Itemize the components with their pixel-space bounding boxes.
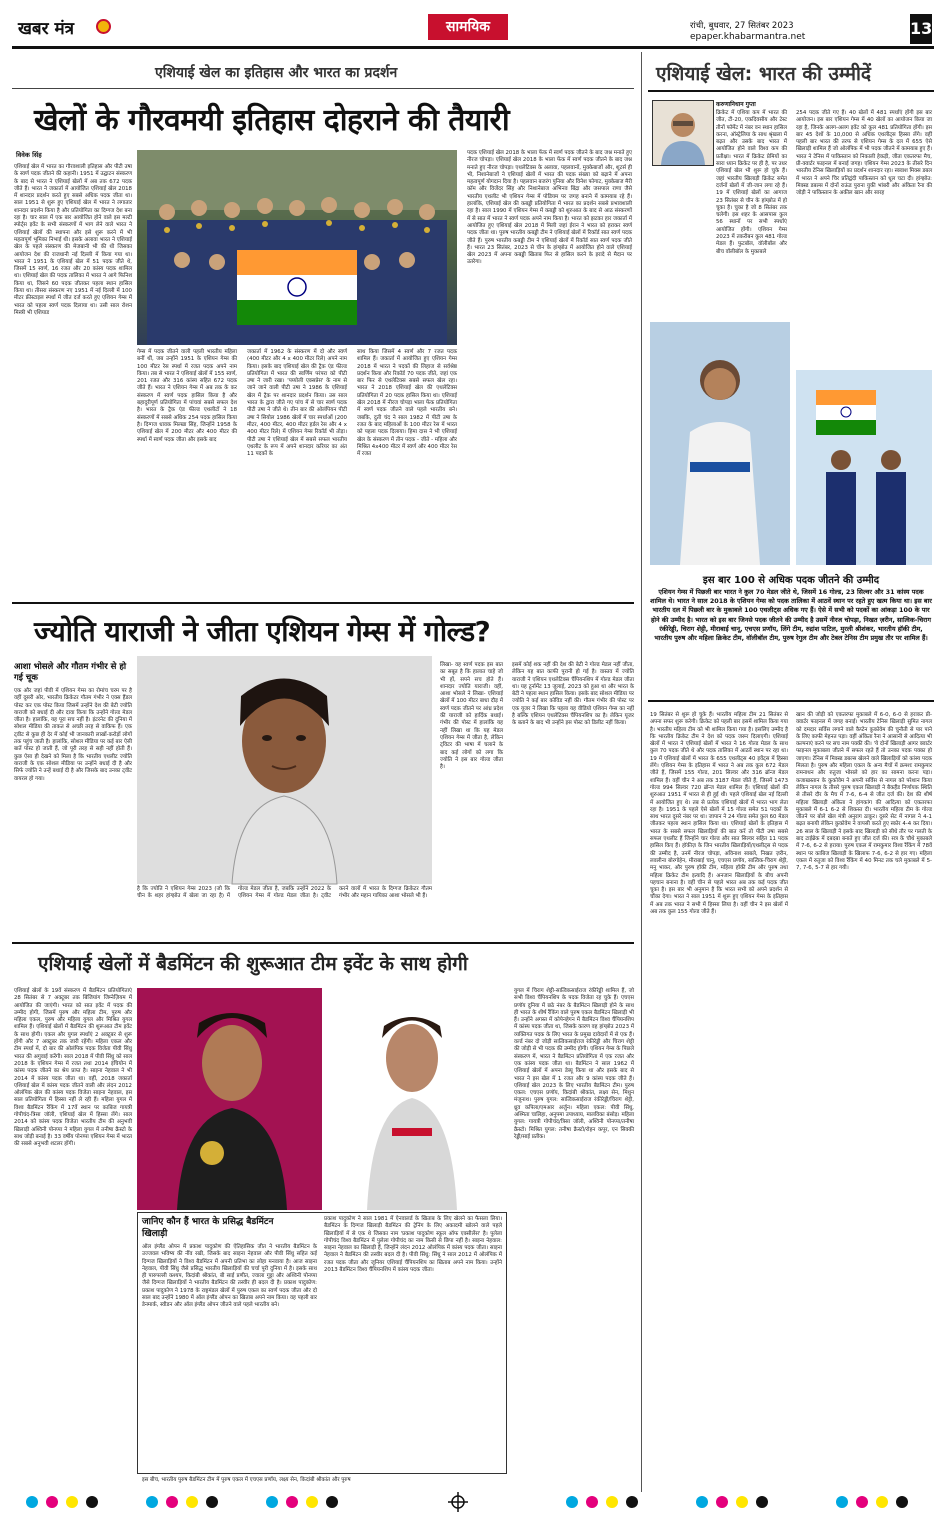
team-photo-illustration [137, 150, 457, 345]
expectation-box-title: इस बार 100 से अधिक पदक जीतने की उम्मीद [702, 575, 880, 586]
flag-athletes-illustration [796, 370, 932, 565]
badminton-players-illustration [137, 988, 507, 1210]
photo-team-with-flag [137, 150, 457, 345]
author-photo [652, 100, 714, 166]
section-badge: सामयिक [428, 14, 508, 40]
author-name: करुणानिधान गुप्ता [716, 101, 756, 108]
badminton-box-col2: प्रकाश पादुकोण ने साल 1981 में ऐनवालर्ड के खिताब के लिए खेलने का फैसला लिया। बैडमिंटन के दिग्गज खिलाड़ी बैडमिंटन की ट्रेनिंग के लिए अकादमी खोलने वाले पहले खिलाड़ियों में से एक थे जिसका नाम 'प्रकाश पादुकोण स्कूल ऑफ एक्सीलेंस' है। पुलेला गोपीचंद विश्व बैडमिंटन में पुलेला गोपीचंद का नाम किसी से छिपा नहीं है। साइना नेहवाल: साइना नेहवाल का खिलाड़ी हैं, जिन्होंने लंदन 2012 ओलंपिक में कांस्य पदक जीता। साइना नेहवाल ने बैडमिंटन की तस्वीर बदल दी है। पीवी सिंधु: सिंधु ने साल 2012 में ओलंपिक में रजत पदक जीता और जूनियर एशियाई चैंपियनशिप का खिताब अपने नाम किया। उन्होंने 2013 बैडमिंटन विश्व चैंपियनशिप में कांस्य पदक जीता। [324, 1216, 502, 1274]
top-story-kicker: एशियाई खेल का इतिहास और भारत का प्रदर्शन [155, 65, 398, 81]
jyoti-story-col3: लिखा- वह स्वर्ण पदक इस बात का सबूत है कि हालात चाहे जो भी हों, सपने सच होते हैं। शानदार ज्योति याराजी। वहीं, आशा भोसले ने लिखा- एशियाई खेलों में 100 मीटर बाधा दौड़ में स्वर्ण पदक जीतने पर आंध्र प्रदेश की याराजी को हार्दिक बधाई। गंभीर की पोस्ट में हालांकि यह नहीं लिखा था कि यह मेडल एशियन गेम्स में जीता है, लेकिन ट्विटर की भाषा में चलाने के बाद कई लोगों को लगा कि ज्योति ने इस बार गोल्ड जीता है। [440, 662, 503, 771]
section-divider-1 [12, 602, 634, 604]
badminton-story-col1: एशियाई खेलों के 19वें संस्करण में बैडमिंटन प्रतियोगिताएं 28 सितंबर से 7 अक्टूबर तक बिंजियांग जिम्नेज़ियम में आयोजित की जाएंगी। भारत को सात इवेंट में पदक की उम्मीद होगी, जिसमें पुरुष और महिला टीम, पुरुष और महिला एकल, पुरुष और महिला युगल और मिश्रित युगल शामिल हैं। एशियाई खेलों में बैडमिंटन की शुरूआत टीम इवेंट के साथ होगी। एकल और युगल स्पर्धाएं 2 अक्टूबर से शुरू होंगी और 7 अक्टूबर तक जारी रहेंगी। महिला एकल और टीम स्पर्धा में, दो बार की ओलंपिक पदक विजेता पीवी सिंधु भारत की अगुवाई करेंगी। साल 2018 में पीवी सिंधु को साल 2018 के एशियन गेम्स में रजत तथा 2014 इंचियोन में कांस्य पदक जीतने का श्रेय प्राप्त है। साइना नेहवाल ने भी 2014 में कांस्य पदक जीता था। वहीं, 2018 जकार्ता एशियाई खेल में कांस्य पदक जीतने वाली और लंदन 2012 ओलंपिक खेल की कांस्य पदक विजेता साइना नेहवाल, इस साल प्रतियोगिता में हिस्सा नहीं ले रही हैं। महिला युगल में विश्व बैडमिंटन रैंकिंग में 17वें स्थान पर काबिज गायत्री गोपीचंद-त्रिसा जॉली, एशियाई खेल में हिस्सा लेंगे। साल 2014 को कांस्य पदक विजेता भारतीय टीम की अनुभवी खिलाड़ी अश्विनी पोनप्पा ने महिला युगल में तनीषा क्रैस्टो के साथ जोड़ी बनाई है। 33 वर्षीय पोनप्पा एशियन गेम्स में भारत की सबसे अनुभवी शटलर होंगी। [14, 988, 132, 1148]
logo-mark [96, 19, 111, 34]
right-headline-rule [648, 90, 934, 92]
right-story-col2-bottom: खान की जोड़ी को एकतरफा मुकाबले में 6-0, 6-0 से हराकर प्री-क्वार्टर फाइनल में जगह बनाई। भारतीय टेनिस खिलाड़ी सुमित नागल को दमदार सर्विस लगाने वाले कैप्टेन कुकोवेम की चुनौती से पार पाने के लिए काफी मेहनत पड़ा। वहीं अंकिता रैना ने आसानी से आदित्या भी कल्पनाएं करने पर सच नाम पक्की की। 'ये दोनों खिलाड़ी आगर क्वार्टर फाइनल मुकाबला जीतने में सफल रहते हैं तो उनका पदक पक्का हो जाएगा। टेनिस में मिक्स्ड डबल्स खेलने वाले खिलाड़ियों को कांस्य पदक मिलता है। पुरुष और महिला एकल के अन्य मैचों में क्रमशः रामकुमार रामनाथन और रुतुजा भोसले को हार का सामना करना पड़ा। कजाखस्तान के कुकोवेम ने अपनी सर्विस से नागल को परेशान किया लेकिन नागल के तीसरे पुरुष एकल खिलाड़ी ने बैकहैंड निर्णायक स्थिति से तीसरे दौर के मैच में 7-6, 6-4 से जीत दर्ज की। देश की शीर्ष महिला खिलाड़ी अंकिता ने हांगकांग की आदित्या को एकतरफा मुकाबले में 6-1 6-2 से शिकस्त दी। भारतीय महिला टीम के गोल्ड जीतने पर बोले खेल मंत्री अनुराग ठाकुर। दूसरे सेट में नागल ने 4-1 बढ़त बनायी लेकिन कुकोवेम ने वापसी करते हुए स्कोर 4-4 कर दिया। 26 साल के खिलाड़ी ने इसके बाद खिलाड़ी को सीधे तौर पर गलती के बाद टाईब्रेक में दबदबा बनाते हुए जीत दर्ज की। सत्र के चौथे मुकाबले में 7-6, 6-2 से हराया। पुरुष एकल में रामकुमार विश्व रैंकिंग में 78वें स्थान पर काबिज खिलाड़ी के खिलाफ 7-6, 6-2 से हार गए। महिला एकल में रुतुजा को विश्व रैंकिंग में 40 मिनट तक चले मुकाबले में 5-7, 7-6, 5-7 से हार गयी। [796, 712, 932, 872]
footer-color-bar [12, 1494, 934, 1510]
badminton-story-col2: युगल में चिराग शेट्टी-सात्विकसाईराज रंकीरेड्डी शामिल हैं, जो सभी विश्व चैंपियनशिप के पदक विजेता रह चुके हैं। एचएस प्रणॉय दुनिया में छठे नंबर के बैडमिंटन खिलाड़ी होने के साथ ही भारत के शीर्ष रैंकिंग वाले पुरुष एकल बैडमिंटन खिलाड़ी भी हैं। उन्होंने अगस्त में कोपेनहेगन में बैडमिंटन विश्व चैंपियनशिप में कांस्य पदक जीता था, जिसके कारण वह हांग्झोउ 2023 में व्यक्तिगत पदक के लिए भारत के प्रमुख दावेदारों में से एक हैं। वर्ल्ड नंबर दो जोड़ी सात्विकसाईराज रंकीरेड्डी और चिराग शेट्टी की जोड़ी से भी पदक की उम्मीद होगी। एशियन गेम्स के पिछले संस्करण में, भारत ने बैडमिंटन प्रतियोगिता में एक रजत और एक कांस्य पदक जीता था। बैडमिंटन ने साल 1962 में एशियाई खेलों में अपना डेब्यू किया था और इसके बाद से भारत ने इस खेल में 1 रजत और 9 कांस्य पदक जीते हैं। एशियाई खेल 2023 के लिए भारतीय बैडमिंटन टीम। पुरुष एकल: एचएस प्रणॉय, किदांबी श्रीकांत, लक्ष्य सेन, मिथुन मंजूनाथ। पुरुष युगल: सात्विकसाईराज रंकीरेड्डी/चिराग शेट्टी, ध्रुव कपिला/एमआर अर्जुन। महिला एकल: पीवी सिंधु, अश्मिता चालिहा, अनुपमा उपाध्याय, मालविका बंसोड़। महिला युगल: गायत्री गोपीचंद/त्रिसा जॉली, अश्विनी पोनप्पा/तनीषा क्रैस्टो। मिश्रित युगल: तनीषा क्रैस्टो/रोहन कपूर, एन सिक्की रेड्डी/साई प्रतीक। [514, 988, 634, 1140]
expectation-box-text: एशियन गेम्स में पिछली बार भारत ने कुल 70 मेडल जीते थे, जिसमें 16 गोल्ड, 23 सिल्वर और 31 कांस्य पदक शामिल थे। भारत ने साल 2018 के एशियन गेम्स को पदक तालिका में आठवें स्थान पर रहते हुए खत्म किया था। इस बार भारतीय दल में पिछली बार के मुकाबले 100 एथलीट्स अधिक गए हैं। ऐसे में सभी को पदकों का आंकड़ा 100 के पार होने की उम्मीद है। भारत को इस बार जिनसे पदक जीतने की उम्मीद है उसमें नीरज चोपड़ा, निखत ज़रीन, सात्विक-चिराग रंकीरेड्डी, चिराग शेट्टी, मीराबाई चानू, एचएस प्रणॉय, लिंगे टीम, रुद्रांश पाटिल, मुरली श्रीशंकर, भारतीय हॉकी टीम, भारतीय पुरुष और महिला क्रिकेट टीम, वॉलीबॉल टीम, पुरुष रेगुल टीम और टेबल टेनिस टीम प्रमुख तौर पर शामिल हैं। [650, 588, 932, 643]
top-story-col5: पदक एशियाई खेल 2018 के भाला फेंक में स्वर्ण पदक जीतने के बाद जश्न मनाते हुए नीरज चोपड़ा। एशियाई खेल 2018 के भाला फेंक में स्वर्ण पदक जीतने के बाद जश्न मनाते हुए नीरज चोपड़ा। एथलेटिक्स के अलावा, पहलवानों, मुक्केबाजों और, शूटर्स ही भी, निशानेबाजों ने एशियाई खेलों में भारत की पदक संख्या को बढ़ाने में अपना महत्वपूर्ण योगदान दिया है। पहलवान बजरंग पुनिया और विनेश फोगाट, मुक्केबाज मैरी कॉम और विजेंदर सिंह और निशानेबाज अभिनव बिंद्रा और जसपाल राणा जैसे भारतीय एथलीट भी एशियन गेम्स में पोडियम पर जगह बनाने में कामयाब रहे हैं। हालांकि, एशियाई खेल की कबड्डी प्रतियोगिता में भारत का प्रदर्शन सबसे प्रभावशाली रहा है। साल 1990 में एशियन गेम्स में कबड्डी को शुरुआत के बाद से आठ संस्करणों में से सात में भारत ने स्वर्ण पदक अपने नाम किया है। भारत को झटका हार जकार्ता में आयोजित हुए एशियाई खेल 2018 में मिली जहां ईरान ने भारत को हराकर स्वर्ण पदक जीता था। पुरुष भारतीय कबड्डी टीम ने एशियाई खेलों में रिकॉर्ड सात स्वर्ण पदक जीते हैं। पुरुष भारतीय कबड्डी टीम ने एशियाई खेलों में रिकॉर्ड सात स्वर्ण पदक जीते हैं। भारत 23 सितंबर, 2023 से चीन के हांग्झोउ में आयोजित होने वाले एशियाई खेल 2023 में अपना कबड्डी खिताब फिर से हासिल करने के इरादे से मैदान पर उतरेगा। [467, 150, 632, 266]
section-divider-2 [12, 942, 634, 944]
photo-badminton-players [137, 988, 507, 1210]
top-story-col2: गेम्स में पदक जीतने वाली पहली भारतीय महिला बनीं थीं, जब उन्होंने 1951 के एशियन गेम्स की 100 मीटर रेस स्पर्धा में रजत पदक अपने नाम किया। तब से भारत ने एशियाई खेलों में 155 स्वर्ण, 201 रजत और 316 कांस्य सहित 672 पदक जीते हैं। भारत ने एशियन गेम्स में अब तक के कर संस्करण में स्वर्ण पदक हासिल किया है और बहादुरीपूर्ण प्रतियोगिता में पांचवां सबसे सफल देश है। भारत के ट्रैक एंड फील्ड एथलीटों ने 18 संस्करणों में सबसे अधिक 254 पदक हासिल किया है। दिग्गज धावक मिल्खा सिंह, जिन्होंने 1958 के एशियाई खेल में 200 मीटर और 400 मीटर की स्पर्धा में स्वर्ण पदक जीता और इसके बाद [137, 349, 237, 443]
photo-javelin-athlete [650, 322, 790, 565]
badminton-box-col1: ऑल इंग्लैंड ओपन में प्रकाश पादुकोण की ऐतिहासिक जीत ने भारतीय बैडमिंटन के उज्जवल भविष्य की नींव रखी, जिसके बाद साइना नेहवाल और पीवी सिंधु सहित कई दिग्गज खिलाड़ियों ने विश्व बैडमिंटन में अपनी प्रतिभा का लोहा मनवाया है। आज साइना नेहवाल, पीवी सिंधु जैसे प्रसिद्ध भारतीय खिलाड़ियों की चर्चा पूरी दुनिया में है। इसके साथ ही पारुपल्ली कश्यप, किदांबी श्रीकांत, बी साई प्रणीत, ज्वाला गुट्टा और अश्विनी पोनप्पा जैसे दिग्गज खिलाड़ियों ने भारतीय बैडमिंटन की तस्वीर ही बदल दी है। प्रकाश पादुकोण: प्रकाश पादुकोण ने 1978 के राष्ट्रमंडल खेलों में पुरुष एकल का स्वर्ण पदक जीता और दो साल बाद उन्होंने 1980 में ऑल इंग्लैंड ओपन का खिताब अपने नाम किया। वह पहली बार डेनमार्क, स्वीडन और ऑल इंग्लैंड ओपन जीतने वाले पहले भारतीय बने। [142, 1244, 317, 1309]
top-story-col1: एशियाई खेल में भारत का गौरवशाली इतिहास और पीटी उषा के स्वर्ण पदक जीतने की कहानी। 1951 में उद्घाटन संस्करण के बाद से भारत ने एशियाई खेलों में अब तक 672 पदक जीते हैं। भारत ने जकार्ता में आयोजित एशियाई खेल 2018 में शानदार प्रदर्शन करते हुए सबसे अधिक पदक जीता था। साल 1951 से शुरू हुए एशियाई खेल में भारत ने लगातार शानदार प्रदर्शन किया है और प्रतियोगिता का दिग्गज देश बना रहा है। चार साल में एक बार आयोजित होने वाले इस मल्टी स्पोर्ट्स इवेंट के सभी संस्करणों में भाग लेने वाले भारत ने एशियाई खेलों की स्थापना और इसे शुरू करने में भी महत्वपूर्ण भूमिका निभाई थी। इसके अलावा भारत ने एशियाई खेल के पहले संस्करण की मेजबानी भी की थी जिसका आयोजन देश की राजधानी नई दिल्ली में किया गया था। भारत ने 1951 के एशियाई खेल में 51 पदक जीते थे, जिसमें 15 स्वर्ण, 16 रजत और 20 कांस्य पदक शामिल था। एशियाई खेल की पदक तालिका में भारत ने आगे फिनिश किया था, जिसने 60 पदक जीतकर पहला स्थान हासिल किया था। तीसरा संस्करण नए 1951 में नई दिल्ली में 100 मीटर फ्रीस्टाइल स्पर्धा में जीत दर्ज करते हुए एशियन गेम्स में भारत को पहला स्वर्ण पदक दिलाया था। उसी साल रोशन मिस्त्री भी एशियाड [14, 164, 132, 316]
jyoti-story-col2: है कि ज्योति ने एशियन गेम्स 2023 (जो कि चीन के शहर हांग्झोउ में खेला जा रहा है) में गोल्ड मेडल जीता है, जबकि उन्होंने 2022 के एशियन गेम्स में गोल्ड मेडल जीता है। ट्वीट करने वालों में भारत के दिग्गज क्रिकेटर गौतम गंभीर और महान गायिका आशा भोसले भी हैं। [137, 886, 432, 900]
right-story-headline: एशियाई खेल: भारत की उम्मीदें [656, 63, 871, 85]
right-story-col1-top-cont [650, 168, 788, 318]
photo-flag-athletes [796, 370, 932, 565]
jyoti-story-headline: ज्योति याराजी ने जीता एशियन गेम्स में गोल्ड? [34, 615, 491, 648]
photo-jyoti-yarraji [137, 656, 432, 884]
right-column-rule [641, 52, 642, 1492]
right-box-rule [648, 700, 934, 702]
author-portrait [653, 101, 713, 165]
top-story-byline: विवेक सिंह [16, 151, 42, 159]
epaper-link[interactable]: epaper.khabarmantra.net [690, 32, 806, 42]
right-story-col2-top: 254 पदक जीते गए हैं। 40 खेलों में 481 स्पर्धाएं होंगी इस बार आयोजन। इस बार एशियन गेम्स में 40 खेलों का आयोजन किया जा रहा है, जिनके अलग-अलग इवेंट को कुल 481 प्रतियोगिता होंगी। इस बार 45 देशों के 10,000 से अधिक एथलीट्स हिस्सा लेंगे। वहीं पहली बार भारत की तरफ से एशियन गेम्स के दल में 655 ऐसे खिलाड़ी शामिल हैं जो ओलंपिक में भी पदक जीतने में कामयाब हुए हैं। भारत ने टेनिस में पाकिस्तान को निकाली हेकड़ी, जीता एकतरफा मैच, प्री-क्वार्टर फाइनल में बनाई जगह। एशियन गेम्स 2023 के तीसरे दिन भारतीय टेनिस खिलाड़ियों का प्रदर्शन शानदार रहा। स्क्वाश मिक्स डबल में भारत ने अपने चिर प्रतिद्वंदी पाकिस्तान को धूल चटा दी। हांग्झोउ: मिक्स्ड डबल्स में दोनों राऊंड पुराना युकी भांबरी और अंकिता रैना की जोड़ी ने पाकिस्तान के अकील खान और सारह [796, 110, 932, 197]
masthead-logo: खबर मंत्र [18, 19, 75, 39]
registration-marks [12, 1494, 934, 1510]
badminton-story-headline: एशियाई खेलों में बैडमिंटन की शुरूआत टीम इवेंट के साथ होगी [38, 953, 468, 975]
kicker-rule [12, 88, 634, 89]
javelin-athlete-illustration [650, 322, 790, 565]
top-story-col4: साथ किया जिसमें 4 स्वर्ण और 7 रजत पदक शामिल हैं। जकार्ता में आयोजित हुए एशियन गेम्स 2018 में भारत ने पदकों की लिहाज से सर्वश्रेष्ठ प्रदर्शन किया और रिकॉर्ड 70 पदक जीते, जहां एक बार फिर से एथलेटिक्स सबसे सफल खेल रहा। भारत ने 2018 एशियाई खेल की एथलेटिक्स प्रतियोगिता में 20 पदक हासिल किया था। एशियाई खेल 2018 में नीरज चोपड़ा भाला फेंक प्रतियोगिता में स्वर्ण पदक जीतने वाले पहले भारतीय बने। जबकि, दुती चंद ने साल 1982 में पीटी उषा के रजत के बाद महिलाओं के 100 मीटर रेस में भारत को पहला पदक दिलाया। हिमा दास ने भी एशियाई खेल के संस्करण में तीन पदक - जीते - महिला और मिश्रित 4x400 मीटर में स्वर्ण और 400 मीटर रेस में रजत [357, 349, 457, 458]
jyoti-story-col4: इसमें कोई शक नहीं की देश की बेटी ने गोल्ड मेडल नहीं जीता, लेकिन यह बात काफी पुरानी हो गई है। वास्तव में ज्योति याराजी ने एशियन एथलेटिक्स चैंपियनशिप में गोल्ड मेडल जीता था। यह टूर्नामेंट 13 जुलाई, 2023 को हुआ था और भारत के बेटी ने पहला स्थान हासिल किया। इसके बाद सोशल मीडिया पर ज्योति ने कई बार कोविड नहीं की। गौतम गंभीर की पोस्ट पर एक यूजर ने लिखा कि पहला यह वीडियो एशियन गेम्स का नहीं है बल्कि एशियन एथलेटिक्स चैंपियनशिप का है। लेकिन यूजर के बताने के बाद भी उन्होंने इस पोस्ट को डिलीट नहीं किया। [512, 662, 634, 727]
top-story-col3: जकार्ता में 1962 के संस्करण में दो और स्वर्ण (400 मीटर और 4 x 400 मीटर रिले) अपने नाम किया। इसके बाद एशियाई खेल की ट्रैक एंड फील्ड प्रतियोगिता में भारत की स्वर्णिम परंपरा को पीटी उषा ने जारी रखा। 'पय्योली एक्सप्रेस' के नाम से जाने जाने वाली पीटी उषा ने 1986 के एशियाई खेल में ट्रैक पर शानदार प्रदर्शन किया। उस साल भारत के द्वारा जीते गए पांच में से चार स्वर्ण पदक पीटी उषा ने जीते थे। तीन बार की ओलंपियन पीटी उषा ने सियोल 1986 खेलों में चार स्पर्धाओं (200 मीटर, 400 मीटर, 400 मीटर हर्डल रेस और 4 x 400 मीटर रिले) में एशियन गेम्स रिकॉर्ड भी तोड़ा। पीटी उषा ने एशियाई खेल में सबसे सफल भारतीय एथलीट के रूप में अपने शानदार करियर का अंत 11 पदकों के [247, 349, 347, 458]
issue-date: रांची, बुधवार, 27 सितंबर 2023 [690, 21, 794, 31]
right-story-col1-bottom: 19 सितंबर से शुरू हो चुके हैं। भारतीय महिला टीम 21 सितंबर से अपना सफर शुरू करेगी। क्रिकेट को पहली बार इसमें शामिल किया गया है। भारतीय महिला टीम को भी शामिल किया गया है। इसलिए उम्मीद है कि भारतीय क्रिकेट टीम ने देश को पदक जरूर दिलाएगी। एशियाई खेलों में भारत ने एशियाई खेलों में भारत ने 16 गोल्ड मेडल के साथ कुल 70 पदक जीते थे और पदक तालिका में आठवें स्थान पर रहा था। 19 में एशियाई खेलों में भारत के 655 एथलीट्स 40 इवेंट्स में हिस्सा लेंगे। एशियन गेम्स के इतिहास में भारत ने अब तक कुल 672 मेडल जीते हैं, जिसमें 155 गोल्ड, 201 सिल्वर और 316 ब्रॉन्ज मेडल शामिल हैं। वहीं चीन ने अब तक 3187 मेडल जीते हैं, जिसमें 1473 गोल्ड 994 सिल्वर 720 ब्रॉन्ज मेडल शामिल हैं। एशियाई खेलों की शुरुआत 1951 में भारत से ही हुई थी। पहले एशियाई खेल नई दिल्ली में आयोजित हुए थे। तब से प्रत्येक एशियाई खेलों में भारत भाग लेता रहा है। 1951 के पहले ऐसे खेलों में 15 गोल्ड समेत 51 पदकों के साथ भारत दूसरे नंबर पर था। जापान ने 24 गोल्ड समेत कुल 60 मेडल जीतकर पहला स्थान हासिल किया था। एशियाई खेलों के इतिहास में भारत के सबसे सफल खिलाड़ियों की बात करें तो पीटी उषा सबसे सफल एथलीट हैं जिन्होंने चार गोल्ड और सात सिल्वर सहित 11 पदक हासिल किए हैं। हॉकीज़ के जिन भारतीय खिलाड़ियों/एथलीट्स से पदक की उम्मीद है, उनमें नीरज चोपड़ा, अविनाश साबले, निखत ज़रीन, लवलीना बोरगोहेन, मीराबाई चानू, एचएस प्रणॉय, सात्विक-चिराग शेट्टी, मनु भाकर, और पुरुष हॉकी टीम, महिला हॉकी टीम और पुरुष तथा महिला क्रिकेट टीम इत्यादि हैं। अनजान खिलाड़ियों के बीच अपनी पहचान बनाना है। वहीं चीन से पहले भारत अब तक कई पदक जीत चुका है। इस बार भी अनुमान है कि भारत सभी को अपने प्रदर्शन से चौंका देगा। भारत ने साल 1951 में शुरू हुए एशियन गेम्स के इतिहास में अब तक भारत ने सभी में हिस्सा लिया है। वहीं चीन ने इस खेलों में अब तक कुल 155 गोल्ड जीते हैं। [650, 712, 788, 916]
header-rule [12, 46, 934, 49]
page-number: 13 [910, 14, 932, 44]
jyoti-story-col1: एक और जहां पीवी में एशियन गेम्स का रोमांच चरम पर है वहीं दूसरी ओर, भारतीय क्रिकेटर गौतम गंभीर ने एक्स हैंडल पोस्ट कर एक पोस्ट किया जिसमें उन्होंने देश की बेटी ज्योति याराजी को बधाई दी और दावा किया कि उन्होंने गोल्ड मेडल जीता है। हालांकि, यह पूरा सच नहीं है। इंटरनेट की दुनिया में सोशल मीडिया की ताकत से अच्छी तरह से वाकिफ हैं। एक ट्वीट से कुछ ही देर में कोई भी जानकारी लाखों-करोड़ों लोगों तक पहुंच जाती है। हालांकि, सोशल मीडिया पर कई बार ऐसी बातें पोस्ट हो जाती हैं, जो पूरी तरह से सही नहीं होती हैं। कुछ ऐसा ही देखने को मिला है कि भारतीय एथलीट ज्योति याराजी के एक सोशल मीडिया पर उन्होंने बधाई दी है और सिर्फ ज्योति ने उन्हें बधाई दी है और जिसके बाद उनका ट्वीट वायरल हो गया। [14, 688, 132, 782]
jyoti-story-subhead: आशा भोसले और गौतम गंभीर से हो गई चूक [14, 662, 127, 683]
right-story-col1-top: क्रिकेट में एशिया कप में भारत की जीत, टी-20, एकदिवसीय और टेस्ट तीनों फॉर्मेट में नंबर वन स्थान हासिल करना, ऑस्ट्रेलिया के साथ श्रृंखला में बढ़त और उसके बाद भारत में आयोजित होने वाले विश्व कप की प्रतीक्षा। भारत में क्रिकेट प्रेमियों का सारा ध्यान क्रिकेट पर ही है, पर उधर एशियाई खेल भी शुरू हो चुके हैं। जहां भारतीय खिलाड़ी क्रिकेट समेत दर्जनों खेलों में जी-जान लगा रहे हैं। 19 में एशियाई खेलों का आगाज 23 सितंबर से चीन के हांग्झोउ में हो चुका है। चुका है जो 8 सितंबर तक चलेगी। इस शहर के आसपास कुल 56 स्थानों पर सभी स्पर्धाएं आयोजित होंगी। एशियन गेम्स 2023 में तकरीबन कुल 481 गोल्ड मेडल हैं। फुटबॉल, वॉलीबॉल और बीच वॉलीबॉल के मुकाबले [716, 110, 787, 255]
badminton-box-title: जानिए कौन हैं भारत के प्रसिद्ध बैडमिंटन खिलाड़ी [142, 1217, 274, 1239]
top-story-headline: खेलों के गौरवमयी इतिहास दोहराने की तैयारी [34, 103, 510, 138]
jyoti-portrait-illustration [137, 656, 432, 884]
badminton-bottom-strip: इस बीच, भारतीय पुरुष बैडमिंटन टीम में पुरुष एकल में एचएस प्रणॉय, लक्ष्य सेन, किदांबी श्रीकांत और पुरुष [142, 1477, 351, 1483]
